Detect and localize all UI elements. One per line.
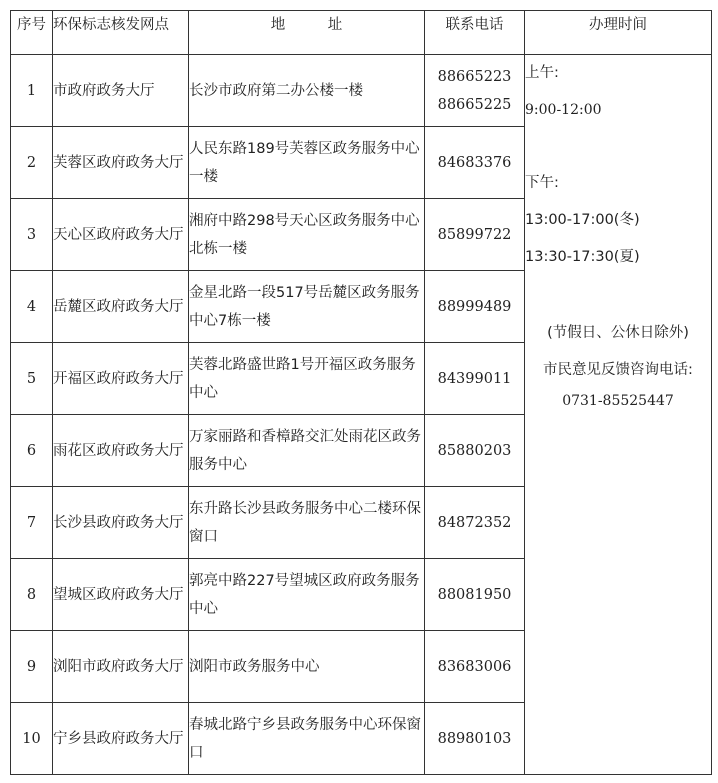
header-address: 地 址: [189, 11, 425, 55]
afternoon-label: 下午:: [525, 175, 559, 191]
row-phone: 83683006: [425, 631, 525, 703]
header-seq: 序号: [11, 11, 53, 55]
row-site: 岳麓区政府政务大厅: [53, 271, 189, 343]
header-row: [11, 11, 712, 55]
header-site: 环保标志核发网点: [53, 11, 189, 55]
row-seq: 4: [11, 271, 53, 343]
row-phone: 85880203: [425, 415, 525, 487]
holiday-note: (节假日、公休日除外): [547, 325, 689, 341]
row-seq: 9: [11, 631, 53, 703]
service-points-table: [10, 10, 712, 775]
row-seq: 7: [11, 487, 53, 559]
row-site: 开福区政府政务大厅: [53, 343, 189, 415]
row-site: 雨花区政府政务大厅: [53, 415, 189, 487]
row-address: 湘府中路298号天心区政务服务中心北栋一楼: [189, 199, 425, 271]
row-seq: 6: [11, 415, 53, 487]
row-address: 金星北路一段517号岳麓区政务服务中心7栋一楼: [189, 271, 425, 343]
row-seq: 3: [11, 199, 53, 271]
row-phone: 88665223 88665225: [425, 55, 525, 127]
row-phone: 88999489: [425, 271, 525, 343]
feedback-label: 市民意见反馈咨询电话:: [543, 362, 693, 378]
row-site: 芙蓉区政府政务大厅: [53, 127, 189, 199]
row-address: 人民东路189号芙蓉区政务服务中心一楼: [189, 127, 425, 199]
row-address: 春城北路宁乡县政务服务中心环保窗口: [189, 703, 425, 775]
row-seq: 8: [11, 559, 53, 631]
table-row: [11, 55, 712, 127]
morning-label: 上午:: [525, 65, 559, 81]
row-phone: 88081950: [425, 559, 525, 631]
row-site: 浏阳市政府政务大厅: [53, 631, 189, 703]
row-phone: 85899722: [425, 199, 525, 271]
row-address: 芙蓉北路盛世路1号开福区政务服务中心: [189, 343, 425, 415]
row-seq: 5: [11, 343, 53, 415]
row-seq: 1: [11, 55, 53, 127]
morning-time: 9:00-12:00: [525, 102, 602, 118]
row-site: 天心区政府政务大厅: [53, 199, 189, 271]
header-phone: 联系电话: [425, 11, 525, 55]
afternoon-summer: 13:30-17:30(夏): [525, 249, 640, 265]
row-seq: 10: [11, 703, 53, 775]
row-address: 浏阳市政务服务中心: [189, 631, 425, 703]
row-address: 郭亮中路227号望城区政府政务服务中心: [189, 559, 425, 631]
feedback-phone: 0731-85525447: [562, 393, 674, 409]
row-site: 望城区政府政务大厅: [53, 559, 189, 631]
afternoon-winter: 13:00-17:00(冬): [525, 212, 640, 228]
hours-cell: [525, 55, 712, 775]
row-seq: 2: [11, 127, 53, 199]
row-address: 万家丽路和香樟路交汇处雨花区政务服务中心: [189, 415, 425, 487]
row-site: 市政府政务大厅: [53, 55, 189, 127]
row-site: 宁乡县政府政务大厅: [53, 703, 189, 775]
row-site: 长沙县政府政务大厅: [53, 487, 189, 559]
row-phone: 88980103: [425, 703, 525, 775]
row-phone: 84872352: [425, 487, 525, 559]
row-phone: 84399011: [425, 343, 525, 415]
row-phone: 84683376: [425, 127, 525, 199]
row-address: 东升路长沙县政务服务中心二楼环保窗口: [189, 487, 425, 559]
row-address: 长沙市政府第二办公楼一楼: [189, 55, 425, 127]
header-hours: 办理时间: [525, 11, 712, 55]
